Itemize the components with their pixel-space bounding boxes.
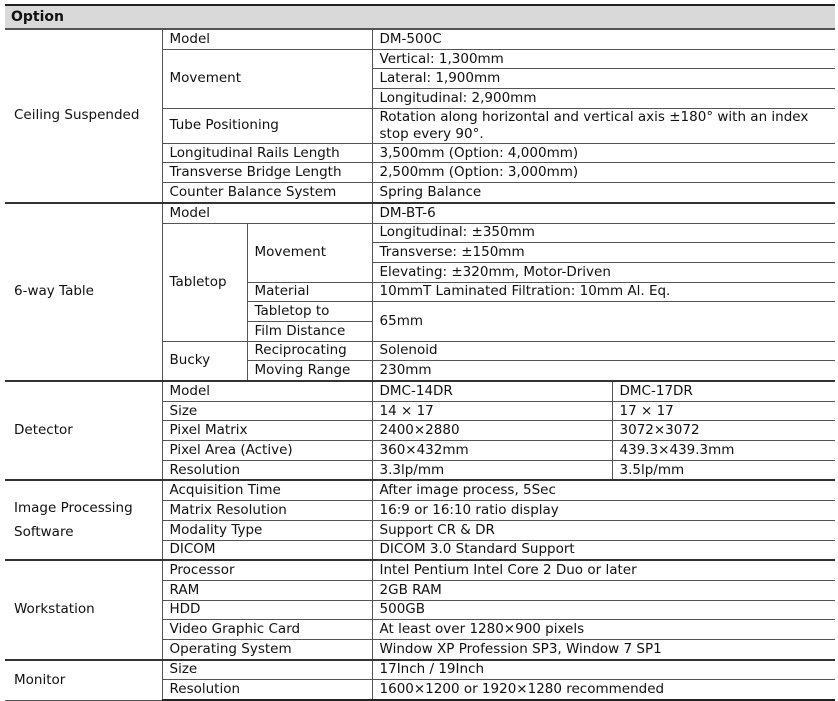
spec-label: Model [162, 30, 372, 50]
spec-value: 14 × 17 [372, 401, 612, 421]
spec-value: DMC-17DR [612, 381, 835, 401]
spec-value: Longitudinal: 2,900mm [372, 89, 835, 109]
spec-label: Tube Positioning [162, 108, 372, 143]
spec-value: 3,500mm (Option: 4,000mm) [372, 143, 835, 163]
spec-table [5, 29, 835, 701]
table-row [5, 381, 835, 401]
spec-value: DM-500C [372, 30, 835, 50]
spec-value: Spring Balance [372, 183, 835, 203]
spec-label: Video Graphic Card [162, 620, 372, 640]
spec-value: Longitudinal: ±350mm [372, 223, 835, 243]
spec-label: Matrix Resolution [162, 501, 372, 521]
spec-label-line: Tabletop to [254, 303, 330, 320]
spec-value: Transverse: ±150mm [372, 243, 835, 263]
spec-value: 65mm [372, 302, 835, 341]
spec-value: 1600×1200 or 1920×1280 recommended [372, 680, 835, 700]
spec-label: DICOM [162, 540, 372, 560]
spec-label: Material [247, 282, 372, 302]
spec-label: Movement [162, 49, 372, 108]
sub-group-label-bucky: Bucky [162, 341, 247, 381]
option-spec-sheet [5, 4, 835, 701]
spec-value: Lateral: 1,900mm [372, 69, 835, 89]
group-label-line: Image Processing [14, 500, 133, 517]
spec-label: RAM [162, 580, 372, 600]
spec-label: HDD [162, 600, 372, 620]
section-header: Option [5, 4, 835, 29]
spec-label: Acquisition Time [162, 480, 372, 500]
spec-label: Pixel Matrix [162, 421, 372, 441]
spec-label [247, 321, 372, 341]
spec-label: Resolution [162, 680, 372, 700]
spec-label: Longitudinal Rails Length [162, 143, 372, 163]
spec-label: Model [162, 203, 372, 223]
spec-value: 360×432mm [372, 441, 612, 461]
spec-value: At least over 1280×900 pixels [372, 620, 835, 640]
spec-label: Processor [162, 560, 372, 580]
spec-value: 500GB [372, 600, 835, 620]
spec-value: Window XP Profession SP3, Window 7 SP1 [372, 639, 835, 659]
spec-label: Reciprocating [247, 341, 372, 361]
spec-label: Resolution [162, 460, 372, 480]
group-label-line: Software [14, 524, 74, 541]
spec-label: Transverse Bridge Length [162, 163, 372, 183]
table-row [5, 660, 835, 680]
spec-value: 16:9 or 16:10 ratio display [372, 501, 835, 521]
spec-value: 3072×3072 [612, 421, 835, 441]
spec-value: After image process, 5Sec [372, 480, 835, 500]
spec-value: 230mm [372, 361, 835, 381]
spec-value: DM-BT-6 [372, 203, 835, 223]
spec-value: 3.5lp/mm [612, 460, 835, 480]
spec-label: Modality Type [162, 520, 372, 540]
spec-label: Size [162, 401, 372, 421]
spec-value: 3.3lp/mm [372, 460, 612, 480]
spec-value: Intel Pentium Intel Core 2 Duo or later [372, 560, 835, 580]
spec-label: Counter Balance System [162, 183, 372, 203]
spec-value: 17 × 17 [612, 401, 835, 421]
spec-value: 2400×2880 [372, 421, 612, 441]
spec-label-line: Film Distance [254, 322, 346, 339]
spec-value: Elevating: ±320mm, Motor-Driven [372, 262, 835, 282]
spec-label: Operating System [162, 639, 372, 659]
table-row [5, 480, 835, 500]
group-label-detector: Detector [5, 381, 162, 480]
spec-value: Support CR & DR [372, 520, 835, 540]
spec-value: Rotation along horizontal and vertical axis ±180° with an index stop every 90°. [372, 108, 835, 143]
spec-value: 17Inch / 19Inch [372, 660, 835, 680]
table-row [5, 560, 835, 580]
group-label-monitor: Monitor [5, 660, 162, 700]
table-row [5, 30, 835, 50]
group-label-ceiling: Ceiling Suspended [5, 30, 162, 203]
sub-group-label-tabletop: Tabletop [162, 223, 247, 341]
spec-value: Vertical: 1,300mm [372, 49, 835, 69]
table-row [5, 203, 835, 223]
group-label-workstation: Workstation [5, 560, 162, 659]
spec-value: 2GB RAM [372, 580, 835, 600]
spec-value: DICOM 3.0 Standard Support [372, 540, 835, 560]
spec-value: DMC-14DR [372, 381, 612, 401]
spec-label: Moving Range [247, 361, 372, 381]
spec-label: Size [162, 660, 372, 680]
spec-value: 10mmT Laminated Filtration: 10mm Al. Eq. [372, 282, 835, 302]
spec-value: Solenoid [372, 341, 835, 361]
group-label-software [5, 480, 162, 560]
spec-value: 2,500mm (Option: 3,000mm) [372, 163, 835, 183]
spec-label: Movement [247, 223, 372, 282]
spec-value: 439.3×439.3mm [612, 441, 835, 461]
spec-label: Pixel Area (Active) [162, 441, 372, 461]
spec-label: Model [162, 381, 372, 401]
group-label-table: 6-way Table [5, 203, 162, 381]
spec-label [247, 302, 372, 322]
